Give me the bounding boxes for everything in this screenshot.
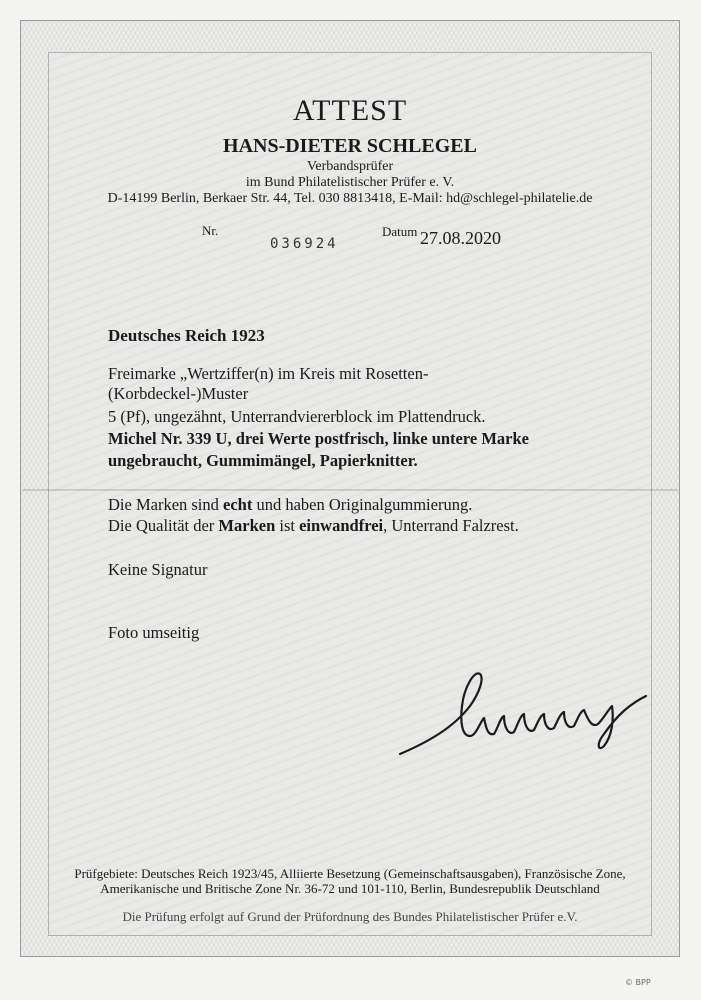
description-line: 5 (Pf), ungezähnt, Unterrandviererblock im Plattendruck. [108, 407, 486, 426]
signature-note: Keine Signatur [108, 560, 208, 579]
examiner-address: D-14199 Berlin, Berkaer Str. 44, Tel. 030 8813418, E-Mail: hd@schlegel-philatelie.de [107, 191, 593, 206]
statement-text: Die Qualität der [108, 516, 219, 535]
statement-emphasis: Marken [218, 516, 276, 535]
statement-emphasis: echt [223, 495, 253, 514]
quality-statement [108, 516, 519, 536]
fold-line [22, 489, 678, 491]
certificate-date: 27.08.2020 [420, 228, 501, 248]
examiner-association: im Bund Philatelistischer Prüfer e. V. [245, 175, 455, 190]
description-line: (Korbdeckel-)Muster [108, 384, 249, 403]
examination-scope: Amerikanische und Britische Zone Nr. 36-72 und 101-110, Berlin, Bundesrepublik Deutschland [100, 881, 600, 896]
photo-note: Foto umseitig [108, 623, 200, 642]
statement-text: , Unterrand Falzrest. [383, 516, 519, 535]
statement-text: Die Marken sind [108, 495, 224, 514]
subject-heading: Deutsches Reich 1923 [108, 326, 265, 345]
date-label: Datum [382, 224, 418, 239]
catalog-line: Michel Nr. 339 U, drei Werte postfrisch, linke untere Marke [108, 429, 529, 448]
bpp-mark: © BPP [625, 978, 651, 987]
statement-text: ist [275, 516, 300, 535]
examination-scope: Prüfgebiete: Deutsches Reich 1923/45, Alliierte Besetzung (Gemeinschaftsausgaben), Französische Zone, [74, 866, 626, 881]
regulation-note: Die Prüfung erfolgt auf Grund der Prüfordnung des Bundes Philatelistischer Prüfer e.V. [122, 909, 578, 924]
examiner-role: Verbandsprüfer [306, 159, 394, 174]
number-label: Nr. [202, 223, 219, 238]
catalog-line: ungebraucht, Gummimängel, Papierknitter. [108, 451, 418, 470]
certificate-number: 036924 [270, 236, 339, 252]
statement-text: und haben Originalgummierung. [252, 495, 473, 514]
document-title: ATTEST [292, 94, 408, 127]
handwritten-signature [398, 666, 648, 761]
statement-emphasis: einwandfrei [299, 516, 384, 535]
description-line: Freimarke „Wertziffer(n) im Kreis mit Rosetten- [108, 364, 429, 383]
examiner-name: HANS-DIETER SCHLEGEL [223, 135, 477, 157]
genuineness-statement [108, 495, 472, 515]
